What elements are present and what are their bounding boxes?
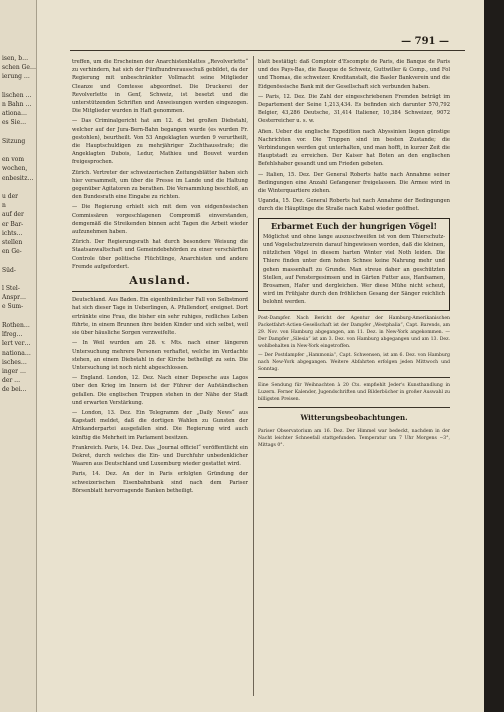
news-paragraph: Uganda, 15. Dez. General Roberts hat nach Annahme der Bedingungen durch die Häuptlinge die Straße nach Kabul wieder geöffnet. [258, 198, 450, 213]
gutter-line: Rothen… [2, 321, 30, 329]
news-paragraph: — In Weil wurden am 28. v. Mts. nach einer längeren Untersuchung mehrere Personen verhaftet, welche im Verdachte stehen, an einem Diebstahl in der Kirche betheiligt zu sein. Die Untersuchung ist noch nicht abgeschlossen. [72, 340, 248, 371]
birds-appeal-box [258, 218, 450, 311]
gutter-line [2, 450, 36, 459]
shipping-notices [258, 315, 450, 373]
gutter-text-fragments [0, 0, 36, 496]
gutter-line: lischen … [2, 91, 32, 99]
news-paragraph: Zürich. Vertreter der schweizerischen Zeitungsblätter haben sich hier versammelt, um über die Presse im Lande und die Haltung gegenüber Agitatoren zu berathen. Die Versammlung beschloß, an den Bundesrath eine Eingabe zu richten. [72, 169, 248, 201]
gutter-line: lfreg… [2, 331, 23, 339]
gutter-line: Anspr… [2, 294, 26, 302]
gutter-line [2, 404, 36, 413]
gutter-line: inger … [2, 367, 26, 375]
gutter-line [2, 487, 36, 496]
news-paragraph: blatt bestätigt: daß Comptoir d'Escompte de Paris, die Banque de Paris und des Pays-Bas, die Bauque de Schweiz, Guttwiller & Comp., und Fol und Thomas, die schweizer. Kreditanstalt, die Basler Bankverein und die Eidgenössische Bank mit der Gesellschaft sich verbunden haben. [258, 59, 450, 90]
news-paragraph: Afien. Ueber die englische Expedition nach Abyssinien liegen günstige Nachrichten vor. Die Truppen sind im besten Zustande; die Verbindungen werden gut unterhalten, und man hofft, in kurzer Zeit die Hauptstadt zu erreichen. Der Kaiser hat Boten an den englischen Befehlshaber gesandt und um Frieden gebeten. [258, 128, 450, 168]
left-column [72, 58, 248, 497]
notice-rule [258, 377, 450, 378]
ausland-heading: Ausland. [129, 274, 191, 288]
news-paragraph: — Das Criminalgericht hat am 12. d. bei großen Diebstahl, welcher auf der Jura-Bern-Bahn begangen wurde (es wurden Fr. gestohlen), beurtheilt. Von 53 Angeklagten wurden 9 verurtheilt, die Hauptschuldigen zu mehrjähriger Zuchthausstrafe; die Angeklagten Dubois, Ledur, Mathieu und Bouvet wurden freigesprochen. [72, 118, 248, 166]
news-paragraph: — Die Regierung erhielt sich mit dem von eidgenössischen Commissären vorgeschlagenen Compromiß einverstanden, demgemäß die Streikenden binnen acht Tagen die Arbeit wieder aufzunehmen haben. [72, 204, 248, 236]
gutter-line: ationa… [2, 110, 27, 118]
shipping-paragraph: Post-Dampfer. Nach Bericht der Agentur der Hamburg-Amerikanischen Packetfahrt-Actien-Gesellschaft ist der Dampfer „Westphalia“, Capt. Barends, am 29. Nov. von Hamburg abgegangen, am 11. Dez. in New-York angekommen. — Der Dampfer „Silesia“ ist am 3. Dez. von Hamburg abgegangen und am 13. Dez. wohlbehalten in New-York eingetroffen. [258, 315, 450, 349]
gutter-line [2, 256, 36, 265]
gutter-line [2, 477, 36, 486]
gutter-line: auf der [2, 211, 24, 219]
birds-appeal-title: Erbarmet Euch der hungrigen Vögel! [270, 220, 438, 231]
gutter-line: en vom [2, 156, 25, 164]
gutter-line: Süd- [2, 266, 16, 274]
gutter-line [2, 312, 36, 321]
gutter-line: schen Ge… [2, 64, 36, 72]
birds-appeal-text: Möglichst und ohne lange auszuschweifen ist von dem Thierschutz- und Vogelschutzverein darauf hingewiesen worden, daß die kleinen, nützlichen Vögel in diesem harten Winter viel Noth leiden. Die Thiere finden unter dem hohen Schnee keine Nahrung mehr und gehen massenhaft zu Grunde. Man streue daher an geschützten Stellen, auf Fenstergesimsen und in Gärten Futter aus, Hanfsamen, Brosamen, Hafer und dergleichen. Wer diese Mühe nicht scheut, wird im Frühjahr durch den fröhlichen Gesang der Sänger reichlich belohnt werden. [263, 233, 445, 306]
gutter-line: n Bahn … [2, 101, 32, 109]
left-column-news [72, 58, 248, 271]
gutter-line [2, 128, 36, 137]
column-divider [253, 56, 254, 696]
news-paragraph: Zürich. Der Regierungsrath hat durch besondere Weisung die Staatsanwaltschaft und Gemeindebehörden zu einer verschärften Controle über politische Flüchtlinge, Anarchisten und andere Fremde aufgefordert. [72, 239, 248, 270]
right-column-news [258, 58, 450, 214]
shipping-paragraph: — Der Postdampfer „Hammonia“, Capt. Schwensen, ist am 6. Dez. von Hamburg nach New-York abgegangen. Weitere Abfahrten erfolgen jeden Mittwoch und Sonntag. [258, 352, 450, 372]
gutter-line [2, 468, 36, 477]
gutter-line: wochen, [2, 165, 28, 173]
heading-rule [72, 291, 248, 292]
gutter-line [2, 459, 36, 468]
gutter-line: en Ge- [2, 248, 22, 256]
weather-heading: Witterungsbeobachtungen. [300, 412, 408, 422]
gutter-line [2, 275, 36, 284]
gutter-line [2, 146, 36, 155]
right-column [258, 58, 450, 451]
gutter-line: stellen [2, 239, 23, 247]
gutter-line: es Sie… [2, 119, 27, 127]
gutter-line: der … [2, 377, 21, 385]
gutter-line [2, 441, 36, 450]
news-paragraph: Deutschland. Aus Baden. Ein eigenthümlicher Fall von Selbstmord hat sich dieser Tage in Ueberlingen, A. Pfullendorf, ereignet. Dort ertränkte eine Frau, die bisher ein sehr ruhiges, redliches Leben führte, in einem Brunnen ihre beiden Kinder und sich selbst, weil sie über häusliche Sorgen verzweifelte. [72, 297, 248, 337]
gutter-line: isen, b… [2, 55, 29, 62]
gutter-line: u der [2, 193, 19, 201]
gutter-line: ichts… [2, 229, 23, 237]
news-paragraph: Frankreich. Paris, 14. Dez. Das „Journal officiel“ veröffentlicht ein Dekret, durch welches die Ein- und Durchfuhr unbedenklicher Waaren aus Deutschland und Luxemburg wieder gestattet wird. [72, 444, 248, 468]
news-paragraph: — Paris, 12. Dez. Die Zahl der eingeschriebenen Fremden beträgt im Departement der Seine 1,213,434. Es befinden sich darunter 570,792 Belgier, 43,286 Deutsche, 31,414 Italiener, 10,384 Schweizer, 9072 Oesterreicher u. s. w. [258, 93, 450, 125]
gutter-line: nationa… [2, 349, 31, 357]
weather-text: Pariser Observatorium am 16. Dez. Der Himmel war bedeckt, nachdem in der Nacht leichter Schneefall stattgefunden. Temperatur um 7 Uhr Morgens −3°, Mittags 0°. [258, 428, 450, 448]
news-paragraph: — London, 13. Dez. Ein Telegramm der „Daily News“ aus Kapstadt meldet, daß die dortigen Wahlen zu Gunsten der Afrikanderpartei ausgefallen sind. Die Regierung wird auch künftig die Mehrheit im Parlament besitzen. [72, 409, 248, 441]
gutter-line [2, 395, 36, 404]
page-number: — 791 — [401, 36, 449, 47]
gutter-line: l Stel- [2, 285, 20, 293]
bookshop-notice: Eine Sendung für Weihnachten à 20 Cts. empfiehlt Jeder's Kunsthandlung in Luzern. Ferner Kalender, Jugendschriften und Bilderbücher in großer Auswahl zu billigsten Preisen. [258, 382, 450, 402]
gutter-line: enbesitz… [2, 174, 34, 182]
gutter-line [2, 431, 36, 440]
page-header [70, 36, 465, 51]
previous-page-gutter [0, 0, 37, 712]
gutter-line: de bei… [2, 386, 27, 394]
gutter-line: n [2, 202, 6, 210]
gutter-line: Sitzung [2, 137, 26, 145]
gutter-line [2, 422, 36, 431]
gutter-line: er Bar- [2, 220, 24, 228]
weather-rule [258, 407, 450, 408]
ausland-news [72, 296, 248, 495]
news-paragraph: Paris, 14. Dez. An der in Paris erfolgten Gründung der schweizerischen Eisenbahnbank sind nach dem Pariser Börsenblatt hervorragende Banken betheiligt. [72, 471, 248, 494]
gutter-line: lert ver… [2, 340, 31, 348]
news-paragraph: — England. London, 12. Dez. Nach einer Depesche aus Lagos über den Krieg im Innern ist der Führer der Aufständischen gefallen. Die englischen Truppen stehen in der Nähe der Stadt und erwarten Verstärkung. [72, 375, 248, 406]
news-paragraph: treffen, um die Erscheinen der Anarchistenblattes „Revolverlette“ zu verhindern, hat sich der Fünfhundrerausschuß gebildet, da der Regierung mit unbeschränkter Vollmacht seine Mitglieder Cleanze und Comtesse abgeordnet. Die Druckerei der Revolverlette in Genf, Schweiz, ist besetzt und die unterstützenden Schriften und Anweisungen werden eingezogen. Die Mitglieder wurden in Haft genommen. [72, 59, 248, 115]
gutter-line [2, 183, 36, 192]
gutter-line [2, 413, 36, 422]
gutter-line: ierung … [2, 73, 30, 81]
gutter-line: isches… [2, 358, 27, 366]
gutter-line: e Sum- [2, 303, 24, 311]
scan-dark-edge [484, 0, 504, 712]
news-paragraph: — Italien, 15. Dez. Der General Roberts hatte nach Annahme seiner Bedingungen eine Anzahl Gefangener freigelassen. Die Armee wird in die Winterquartiere ziehen. [258, 171, 450, 195]
gutter-line [2, 82, 36, 91]
